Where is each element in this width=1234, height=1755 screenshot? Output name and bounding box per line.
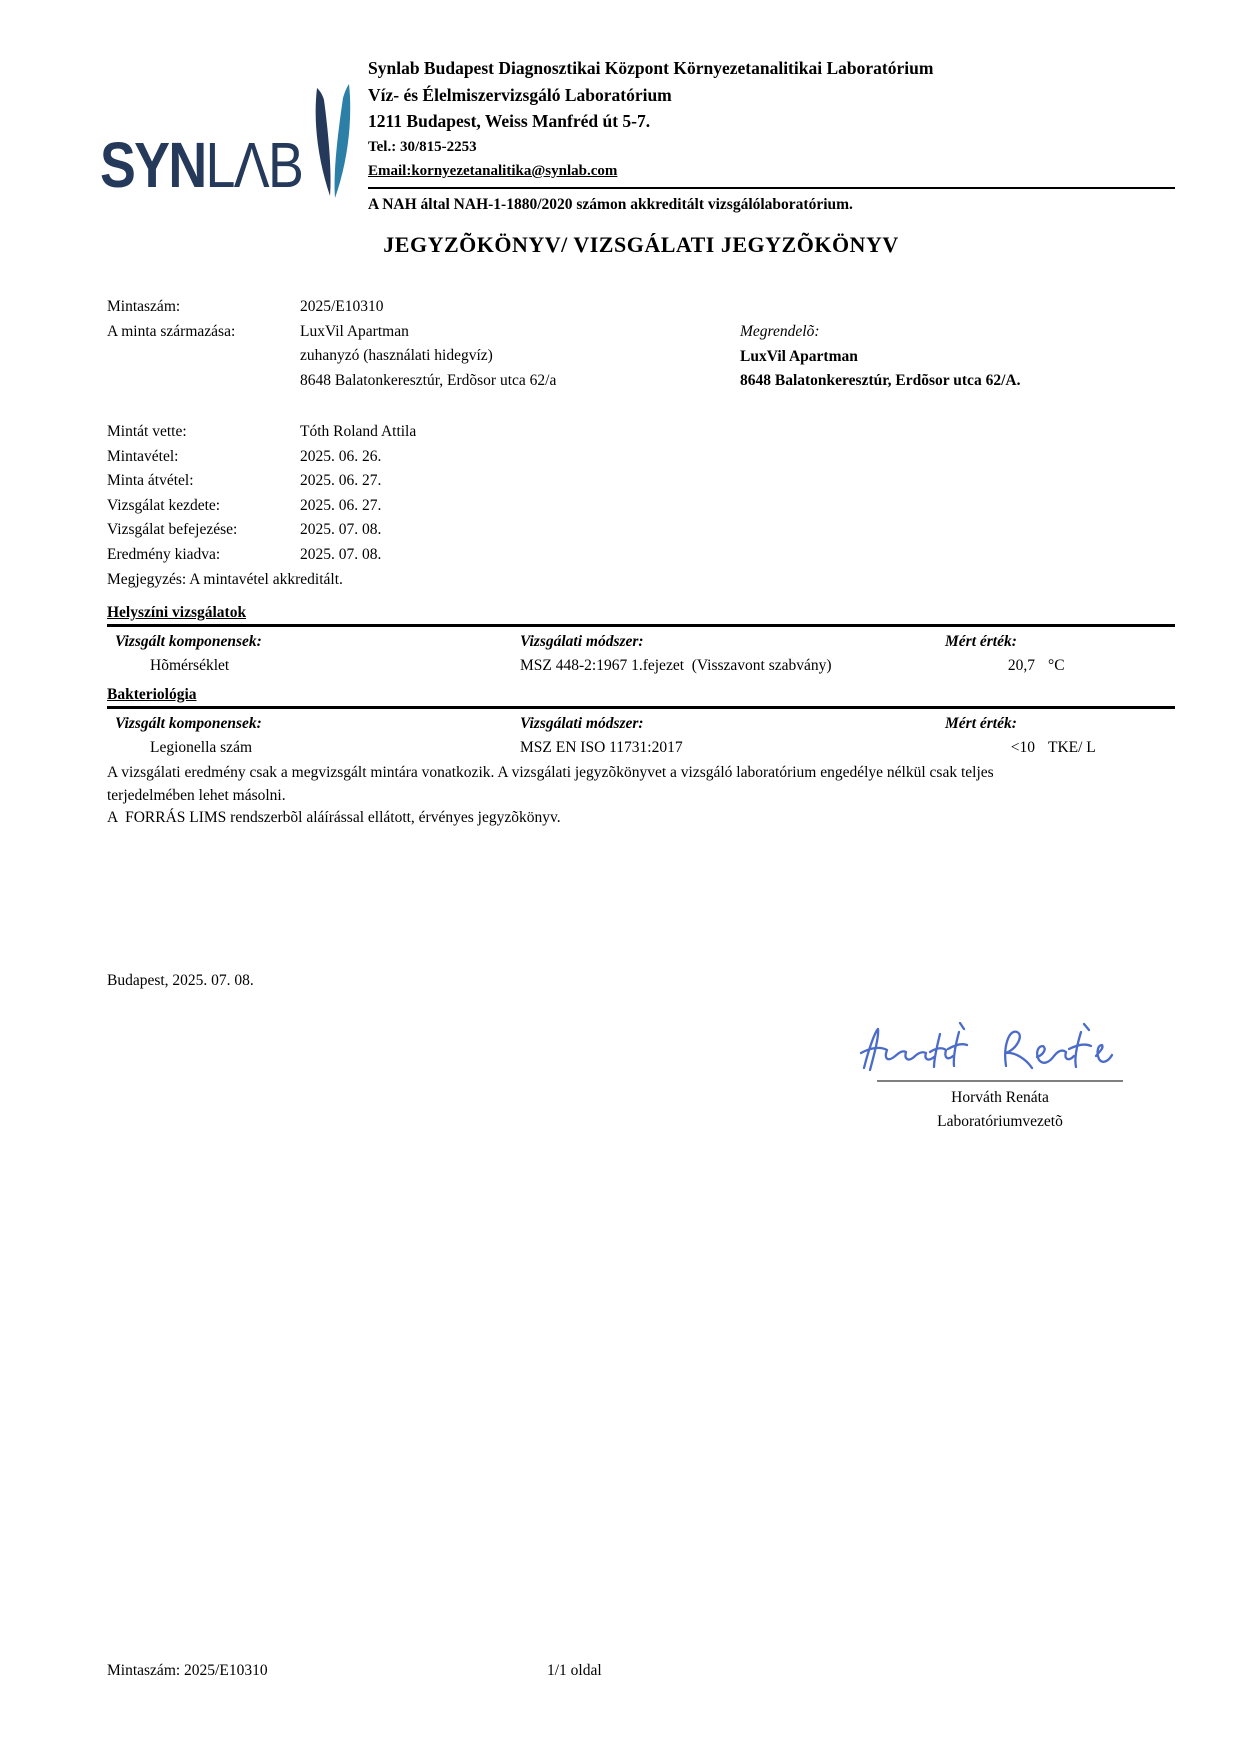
table-header xyxy=(107,713,1175,735)
meta-label: Vizsgálat kezdete: xyxy=(107,496,221,514)
measured-value: 20,7 xyxy=(1007,657,1035,674)
meta-value: 2025. 06. 27. xyxy=(300,496,382,514)
wordmark-heavy: SYN xyxy=(100,129,206,201)
sample-origin-row xyxy=(107,369,556,394)
signer-block xyxy=(877,1086,1123,1134)
lab-phone: Tel.: 30/815-2253 xyxy=(368,138,477,155)
component-cell: Legionella szám xyxy=(150,739,252,756)
accreditation-note: A NAH által NAH-1-1880/2020 számon akkreditált vizsgálólaboratórium. xyxy=(368,195,853,213)
sample-number-value: 2025/E10310 xyxy=(300,298,384,315)
client-block xyxy=(740,320,1020,394)
results-tables xyxy=(107,603,1175,759)
signer-name: Horváth Renáta xyxy=(951,1089,1049,1106)
lab-address: 1211 Budapest, Weiss Manfréd út 5-7. xyxy=(368,111,651,131)
lab-header-ruled-area xyxy=(368,55,1175,189)
lab-name: Synlab Budapest Diagnosztikai Központ Környezetanalitikai Laboratórium xyxy=(368,58,934,78)
sample-number-label: Mintaszám: xyxy=(107,298,181,315)
meta-row xyxy=(107,494,416,519)
meta-value: Tóth Roland Attila xyxy=(300,423,417,440)
sample-origin-label: A minta származása: xyxy=(107,322,236,340)
sample-number-row xyxy=(107,295,556,320)
meta-label: Mintát vette: xyxy=(107,423,187,440)
disclaimer xyxy=(107,762,1035,830)
place-date: Budapest, 2025. 07. 08. xyxy=(107,972,254,989)
meta-row xyxy=(107,445,416,470)
method-cell: MSZ EN ISO 11731:2017 xyxy=(520,739,683,756)
client-name: LuxVil Apartman xyxy=(740,347,858,365)
meta-value: 2025. 07. 08. xyxy=(300,545,382,563)
column-header-method: Vizsgálati módszer: xyxy=(520,633,644,650)
sample-info xyxy=(107,295,556,393)
meta-label: Eredmény kiadva: xyxy=(107,545,221,563)
value-cell xyxy=(945,737,1175,759)
disclaimer-line-1: A vizsgálati eredmény csak a megvizsgált mintára vonatkozik. A vizsgálati jegyzõkönyvet a vizsgáló laboratórium engedélye nélkül csak teljes terjedelmében lehet másolni. xyxy=(107,764,994,804)
report-title: JEGYZÕKÖNYV/ VIZSGÁLATI JEGYZÕKÖNYV xyxy=(383,232,899,257)
meta-row xyxy=(107,420,416,445)
handwritten-signature-icon xyxy=(856,1022,1116,1080)
measured-value: <10 xyxy=(1010,739,1035,756)
results-section-onsite xyxy=(107,603,1175,677)
measured-unit: °C xyxy=(1048,657,1065,674)
sampling-meta xyxy=(107,420,416,592)
meta-label: Vizsgálat befejezése: xyxy=(107,521,238,539)
results-section-bacteriology xyxy=(107,685,1175,759)
section-title: Bakteriológia xyxy=(107,685,1175,709)
sample-origin-row xyxy=(107,344,556,369)
sampling-note: Megjegyzés: A mintavétel akkreditált. xyxy=(107,570,343,588)
column-header-method: Vizsgálati módszer: xyxy=(520,715,644,732)
client-label: Megrendelõ: xyxy=(740,323,820,340)
sample-origin-line-3: 8648 Balatonkeresztúr, Erdõsor utca 62/a xyxy=(300,371,557,389)
meta-value: 2025. 07. 08. xyxy=(300,521,382,539)
meta-row xyxy=(107,518,416,543)
client-address: 8648 Balatonkeresztúr, Erdõsor utca 62/A. xyxy=(740,372,1021,390)
meta-value: 2025. 06. 26. xyxy=(300,447,382,465)
column-header-value: Mért érték: xyxy=(945,715,1017,732)
section-title: Helyszíni vizsgálatok xyxy=(107,603,1175,627)
footer-page-number: 1/1 oldal xyxy=(547,1662,602,1679)
wordmark-light: LΛB xyxy=(205,129,303,201)
meta-label: Mintavétel: xyxy=(107,447,179,465)
sample-origin-row xyxy=(107,320,556,345)
column-header-component: Vizsgált komponensek: xyxy=(115,715,262,732)
synlab-leaf-icon xyxy=(303,84,361,198)
footer-sample-number: Mintaszám: 2025/E10310 xyxy=(107,1662,268,1679)
meta-value: 2025. 06. 27. xyxy=(300,472,382,490)
lab-header xyxy=(368,55,1175,217)
synlab-wordmark xyxy=(100,129,303,201)
table-row xyxy=(107,737,1175,759)
method-cell: MSZ 448-2:1967 1.fejezet (Visszavont szabvány) xyxy=(520,657,832,674)
table-row xyxy=(107,655,1175,677)
meta-row xyxy=(107,543,416,568)
value-cell xyxy=(945,655,1175,677)
component-cell: Hõmérséklet xyxy=(150,657,230,674)
sample-origin-line-2: zuhanyzó (használati hidegvíz) xyxy=(300,347,493,365)
meta-row xyxy=(107,469,416,494)
column-header-value: Mért érték: xyxy=(945,633,1017,650)
lab-division: Víz- és Élelmiszervizsgáló Laboratórium xyxy=(368,84,672,105)
disclaimer-line-2: A FORRÁS LIMS rendszerbõl aláírással ellátott, érvényes jegyzõkönyv. xyxy=(107,809,561,826)
meta-label: Minta átvétel: xyxy=(107,472,194,490)
measured-unit: TKE/ L xyxy=(1048,739,1096,756)
sample-origin-line-1: LuxVil Apartman xyxy=(300,322,409,340)
signer-title: Laboratóriumvezetõ xyxy=(937,1113,1063,1130)
column-header-component: Vizsgált komponensek: xyxy=(115,633,262,650)
signature-rule xyxy=(877,1080,1123,1082)
lab-email: Email:kornyezetanalitika@synlab.com xyxy=(368,162,618,179)
table-header xyxy=(107,631,1175,653)
